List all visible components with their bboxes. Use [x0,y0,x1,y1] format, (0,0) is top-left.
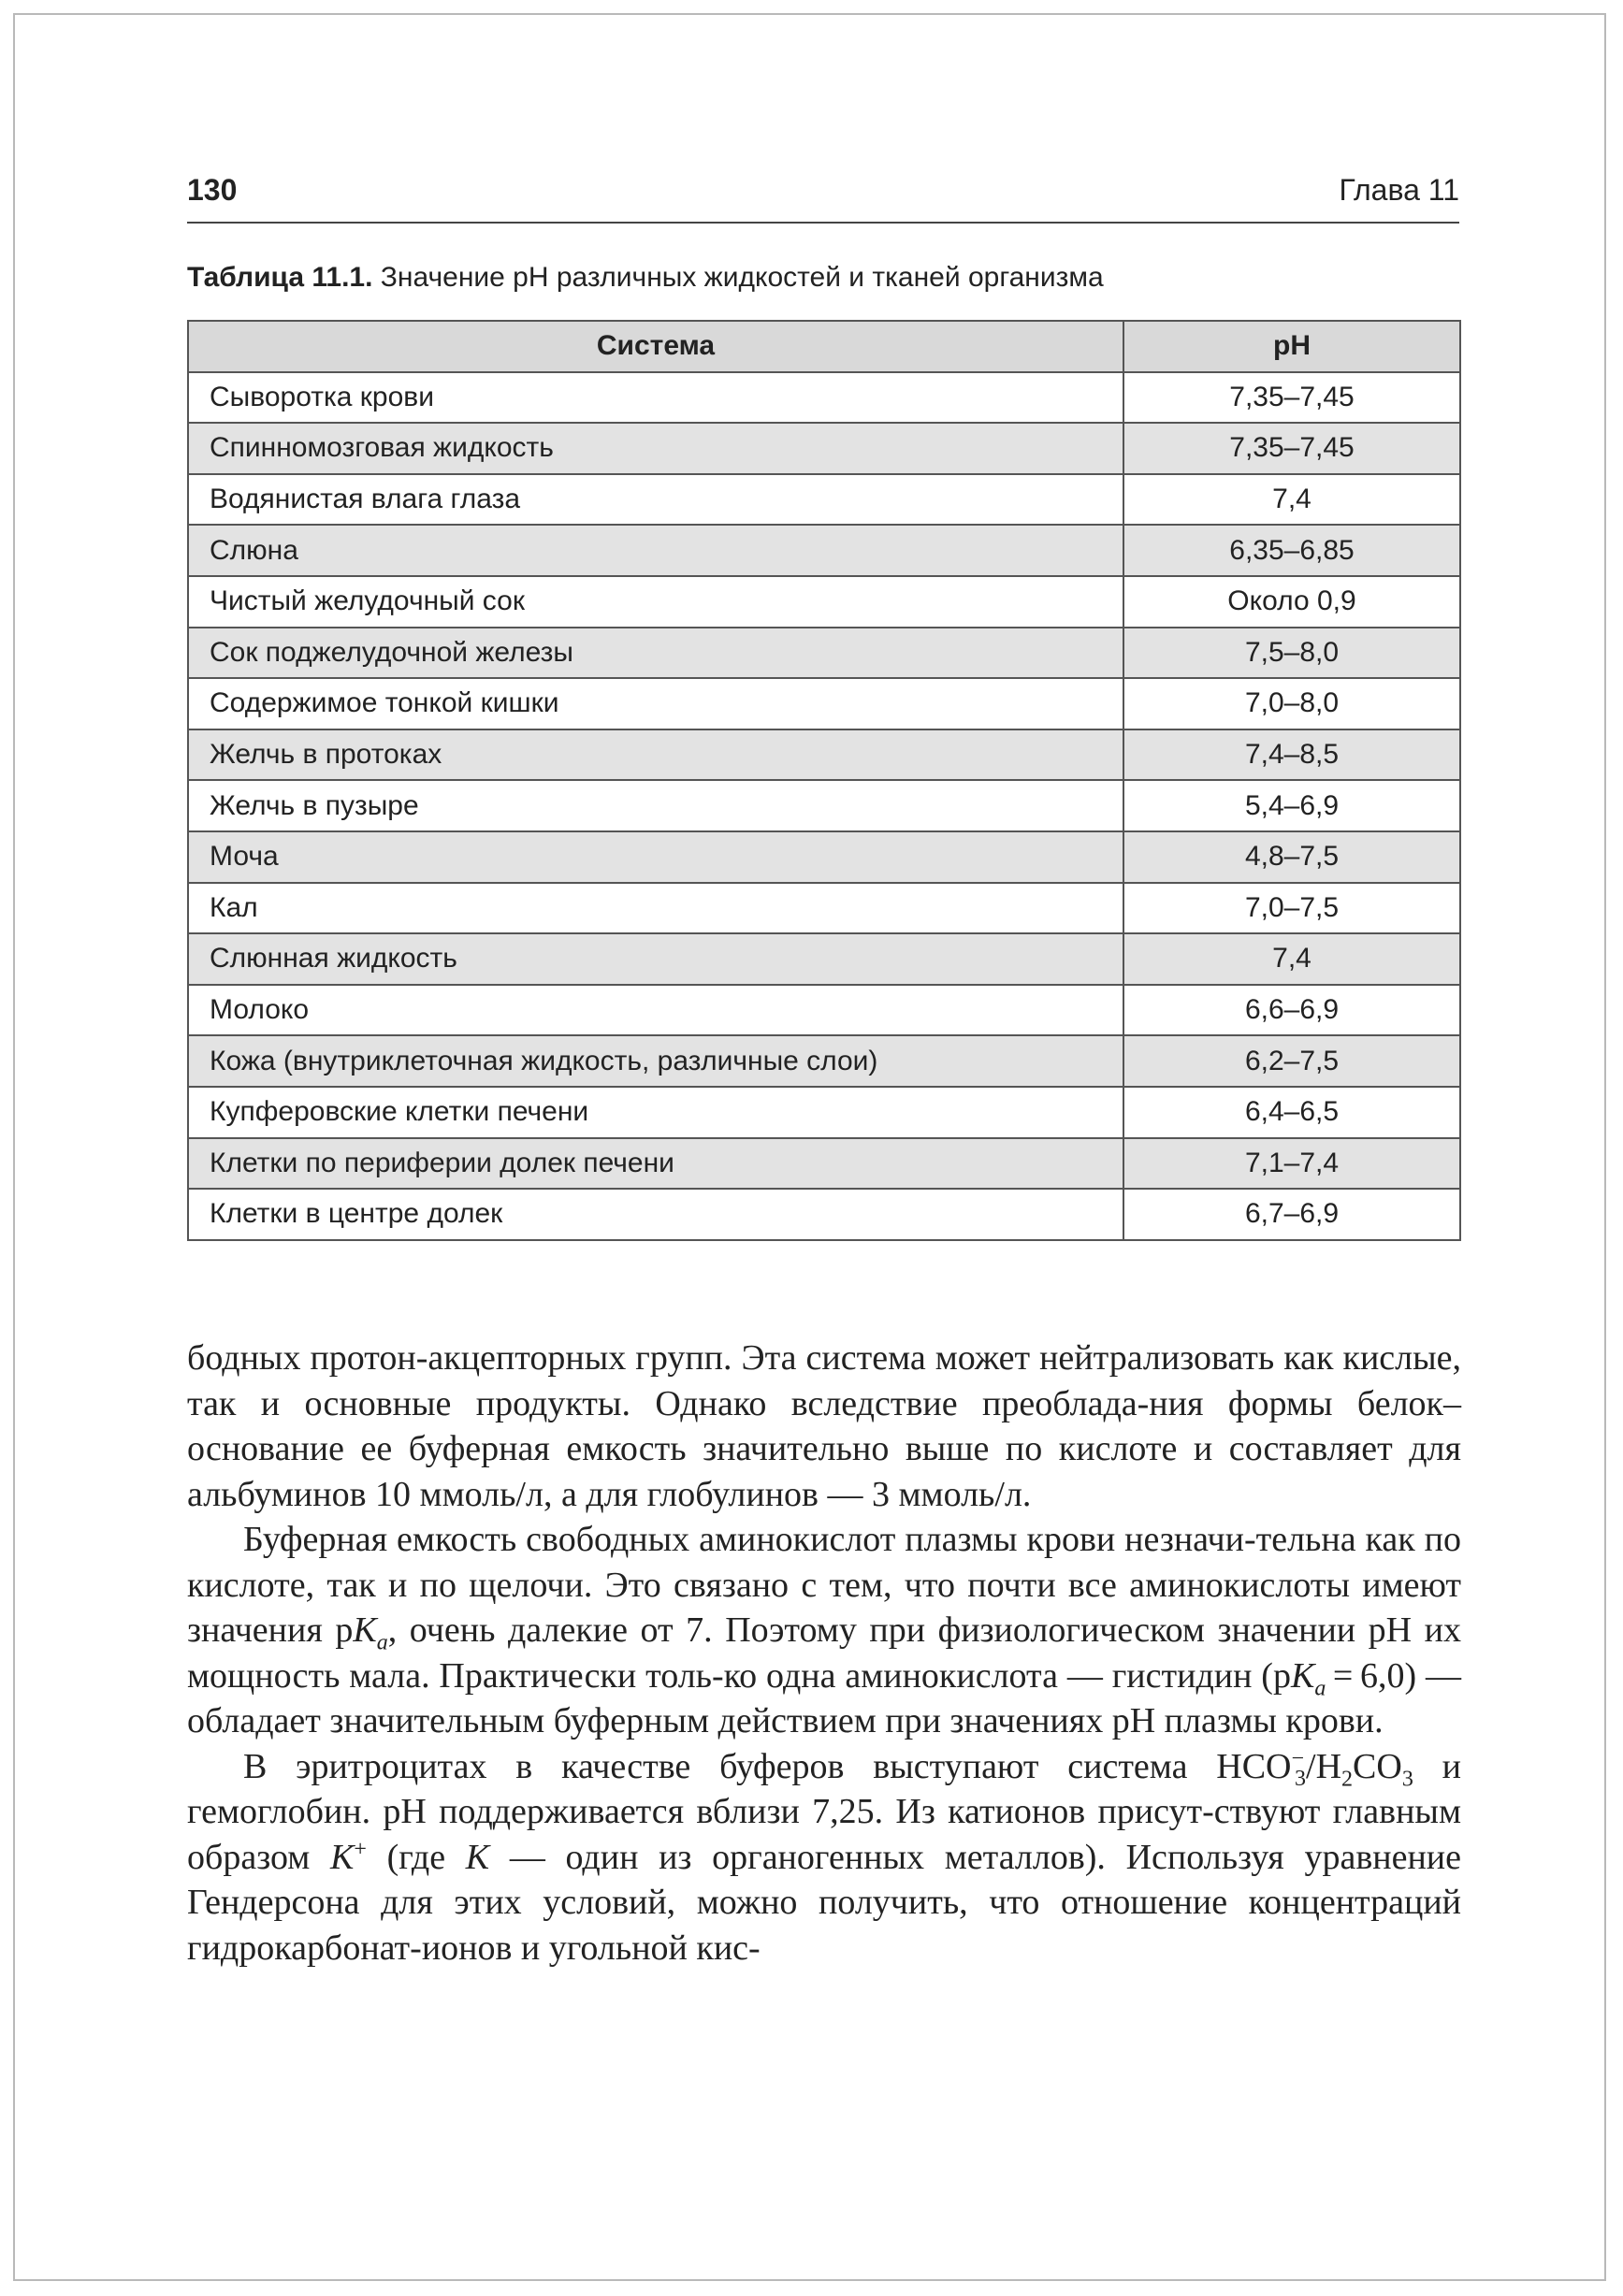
table-row [188,1189,1460,1240]
cell-ph: 7,4–8,5 [1123,729,1460,781]
cell-system: Содержимое тонкой кишки [188,678,1123,729]
bicarbonate-subscript: 3 [1295,1767,1307,1792]
cell-ph: 7,1–7,4 [1123,1138,1460,1190]
cell-ph: 6,4–6,5 [1123,1087,1460,1138]
table-row [188,372,1460,424]
formula-slash-h: /H [1306,1746,1342,1786]
table-header-row [188,321,1460,372]
paragraph-3 [187,1744,1461,1971]
table-body [188,372,1460,1240]
cell-system: Моча [188,831,1123,883]
cell-system: Кал [188,883,1123,934]
chapter-title: Глава 11 [1339,173,1459,207]
cell-ph: 7,5–8,0 [1123,628,1460,679]
cell-ph: 6,2–7,5 [1123,1035,1460,1087]
pka-k-symbol: K [353,1610,377,1650]
table-row [188,729,1460,781]
paragraph-2-part-b: , очень далекие от 7. Поэтому при физиологическом значении pH их мощность мала. Практически толь-ко одна аминокислота — гистидин (p [187,1610,1461,1696]
cation-k-symbol-2: K [465,1837,490,1877]
table-caption [187,262,1104,294]
pka-a-subscript-2: a [1314,1676,1326,1701]
cell-system: Кожа (внутриклеточная жидкость, различные слои) [188,1035,1123,1087]
cell-system: Молоко [188,985,1123,1036]
table-row [188,883,1460,934]
cell-system: Слюна [188,525,1123,576]
cell-system: Сок поджелудочной железы [188,628,1123,679]
cell-system: Желчь в пузыре [188,780,1123,831]
column-header-system: Система [188,321,1123,372]
cation-k-symbol: K [329,1837,355,1877]
paragraph-2-part-a: Буферная емкость свободных аминокислот плазмы крови незначи-тельна как по кислоте, так и по щелочи. Это связано с тем, что почти все аминокислоты имеют значения p [187,1520,1461,1650]
table-row [188,1138,1460,1190]
cell-system: Водянистая влага глаза [188,474,1123,526]
cell-ph: 7,35–7,45 [1123,372,1460,424]
table-caption-label: Таблица 11.1. [187,262,373,293]
cell-ph: 7,4 [1123,933,1460,985]
table-row [188,933,1460,985]
ph-table [187,320,1461,1241]
paragraph-2 [187,1517,1461,1744]
running-header [187,173,1459,224]
table-row [188,576,1460,628]
cell-ph: Около 0,9 [1123,576,1460,628]
carbonic-o-subscript: 3 [1401,1767,1413,1792]
cell-ph: 7,35–7,45 [1123,423,1460,474]
table-row [188,423,1460,474]
pka-a-subscript: a [376,1630,388,1655]
cell-ph: 6,35–6,85 [1123,525,1460,576]
cell-ph: 6,6–6,9 [1123,985,1460,1036]
cation-charge: + [354,1836,367,1861]
table-row [188,1087,1460,1138]
cell-ph: 7,0–8,0 [1123,678,1460,729]
table-caption-text: Значение pH различных жидкостей и тканей организма [372,262,1104,293]
table-row [188,985,1460,1036]
cell-ph: 6,7–6,9 [1123,1189,1460,1240]
paragraph-3-part-d: — один из органогенных металлов). Используя уравнение Гендерсона для этих условий, можно получить, что отношение концентраций гидрокарбонат-ионов и угольной кис- [187,1837,1461,1968]
table-row [188,1035,1460,1087]
cell-system: Сыворотка крови [188,372,1123,424]
cell-ph: 7,0–7,5 [1123,883,1460,934]
paragraph-3-part-c: (где [366,1837,466,1877]
cell-system: Клетки по периферии долек печени [188,1138,1123,1190]
table-row [188,628,1460,679]
column-header-ph: pH [1123,321,1460,372]
table-row [188,474,1460,526]
pka-k-symbol-2: K [1290,1655,1315,1696]
cell-ph: 7,4 [1123,474,1460,526]
carbonic-h-subscript: 2 [1341,1767,1354,1792]
paragraph-3-part-a: В эритроцитах в качестве буферов выступают система HCO [243,1746,1292,1786]
cell-system: Желчь в протоках [188,729,1123,781]
page-number: 130 [187,173,238,207]
cell-system: Купферовские клетки печени [188,1087,1123,1138]
table-row [188,525,1460,576]
body-text [187,1336,1461,1971]
table-row [188,780,1460,831]
cell-system: Клетки в центре долек [188,1189,1123,1240]
cell-system: Слюнная жидкость [188,933,1123,985]
cell-system: Чистый желудочный сок [188,576,1123,628]
cell-system: Спинномозговая жидкость [188,423,1123,474]
paragraph-3-part-b: и гемоглобин. pH поддерживается вблизи 7,25. Из катионов присут-ствуют главным образом [187,1746,1461,1877]
cell-ph: 4,8–7,5 [1123,831,1460,883]
table-row [188,678,1460,729]
paragraph-1: бодных протон-акцепторных групп. Эта система может нейтрализовать как кислые, так и основные продукты. Однако вследствие преоблада-ния формы белок–основание ее буферная емкость значительно выше по кислоте и составляет для альбуминов 10 ммоль/л, а для глобулинов — 3 ммоль/л. [187,1338,1461,1514]
formula-co: CO [1353,1746,1402,1786]
table-row [188,831,1460,883]
bicarbonate-charge: − [1291,1745,1305,1770]
cell-ph: 5,4–6,9 [1123,780,1460,831]
paragraph-2-part-c: = 6,0) — обладает значительным буферным действием при значениях pH плазмы крови. [187,1655,1461,1740]
